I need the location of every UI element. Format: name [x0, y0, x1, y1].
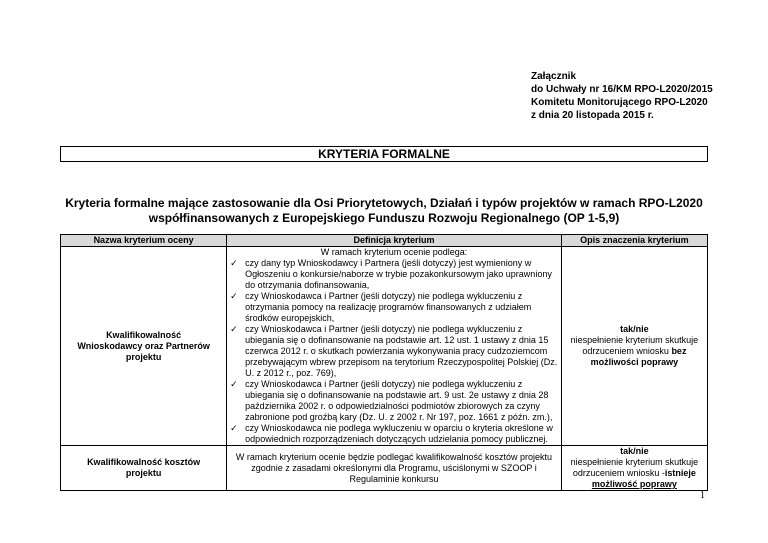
checklist-item	[230, 423, 558, 445]
significance-yes-no: tak/nie	[620, 324, 649, 334]
criterion-definition-cell	[227, 446, 562, 491]
criterion-name-line: projektu	[125, 468, 162, 478]
criterion-name-line: Kwalifikowalność	[106, 329, 182, 340]
checkmark-icon: ✓	[230, 324, 238, 334]
criterion-name-cell	[61, 446, 227, 491]
header-line-resolution: do Uchwały nr 16/KM RPO-L2020/2015	[531, 84, 713, 95]
definition-intro: W ramach kryterium ocenie podlega:	[320, 247, 468, 257]
checklist-item-text: czy Wnioskodawca i Partner (jeśli dotyczy) nie podlega wykluczeniu z otrzymania pomocy na realizację programów finansowanych z udziałem środków europejskich,	[245, 291, 532, 323]
table-row	[61, 247, 708, 446]
significance-text-normal: niespełnienie kryterium skutkuje odrzuceniem wniosku	[570, 335, 699, 356]
intro-line-2: współfinansowanych z Europejskiego Funduszu Rozwoju Regionalnego (OP 1-5,9)	[148, 211, 620, 225]
criterion-name-cell	[61, 247, 227, 446]
significance-text-normal: niespełnienie kryterium skutkuje odrzuceniem wniosku -	[570, 457, 699, 478]
criterion-name-line: Kwalifikowalność kosztów	[87, 457, 201, 467]
significance-text-bold: bez możliwości poprawy	[590, 346, 687, 367]
definition-checklist	[230, 258, 558, 445]
intro-line-1: Kryteria formalne mające zastosowanie dla Osi Priorytetowych, Działań i typów projektów w ramach RPO-L2020	[65, 196, 703, 210]
significance-text	[565, 335, 704, 368]
checkmark-icon: ✓	[230, 291, 238, 301]
significance-text-bold: istnieje	[664, 468, 696, 478]
section-title: KRYTERIA FORMALNE	[60, 146, 708, 162]
checklist-item-text: czy Wnioskodawca nie podlega wykluczeniu w oparciu o kryteria określone w odpowiednich rozporządzeniach dotyczących udzielania pomocy publicznej.	[245, 423, 553, 444]
checklist-item	[230, 291, 558, 324]
criteria-table	[60, 234, 708, 491]
header-line-date: z dnia 20 listopada 2015 r.	[531, 110, 654, 121]
significance-yes-no: tak/nie	[620, 446, 649, 456]
checkmark-icon: ✓	[230, 258, 238, 268]
checklist-item-text: czy Wnioskodawca i Partner (jeśli dotyczy) nie podlega wykluczeniu z ubiegania się o dofinansowanie na podstawie art. 12 ust. 1 ustawy z dnia 15 czerwca 2012 r. o skutkach powierzania wykonywania pracy cudzoziemcom przebywającym wbrew przepisom na terytorium Rzeczypospolitej Polskiej (Dz. U. z 2012 r., poz. 769),	[245, 324, 558, 378]
criterion-significance-cell	[561, 247, 707, 446]
header-criterion-name: Nazwa kryterium oceny	[61, 235, 227, 247]
header-line-committee: Komitetu Monitorującego RPO-L2020	[531, 97, 708, 108]
intro-heading	[60, 196, 708, 226]
checklist-item	[230, 258, 558, 291]
criterion-definition-cell	[227, 247, 562, 446]
table-row	[61, 446, 708, 491]
definition-text: W ramach kryterium ocenie będzie podlegać kwalifikowalność kosztów projektu zgodnie z zasadami określonymi dla Programu, uściślonymi w SZOOP i Regulaminie konkursu	[235, 451, 553, 484]
checklist-item-text: czy dany typ Wnioskodawcy i Partnera (jeśli dotyczy) jest wymieniony w Ogłoszeniu o konkursie/naborze w trybie pozakonkursowym jako uprawniony do otrzymania dofinansowania,	[245, 258, 552, 290]
criterion-significance-cell	[561, 446, 707, 491]
checkmark-icon: ✓	[230, 423, 238, 433]
checkmark-icon: ✓	[230, 379, 238, 389]
page-number: 1	[700, 490, 705, 501]
checklist-item	[230, 324, 558, 379]
header-criterion-significance: Opis znaczenia kryterium	[561, 235, 707, 247]
criterion-name-line: projektu	[125, 351, 162, 362]
table-header-row	[61, 235, 708, 247]
header-criterion-definition: Definicja kryterium	[227, 235, 562, 247]
checklist-item	[230, 379, 558, 423]
checklist-item-text: czy Wnioskodawca i Partner (jeśli dotyczy) nie podlega wykluczeniu z ubiegania się o dofinansowanie na podstawie art. 9 ust. 2e ustawy z dnia 28 października 2002 r. o odpowiedzialności podmiotów zbiorowych za czyny zabronione pod groźbą kary (Dz. U. z 2002 r. Nr 197, poz. 1661 z późn. zm.),	[245, 379, 553, 422]
significance-text	[565, 457, 704, 479]
significance-text-bold-underlined: możliwość poprawy	[591, 479, 677, 489]
attachment-header	[531, 70, 713, 122]
header-line-attachment: Załącznik	[531, 71, 577, 82]
criterion-name-line: Wnioskodawcy oraz Partnerów	[77, 340, 210, 351]
